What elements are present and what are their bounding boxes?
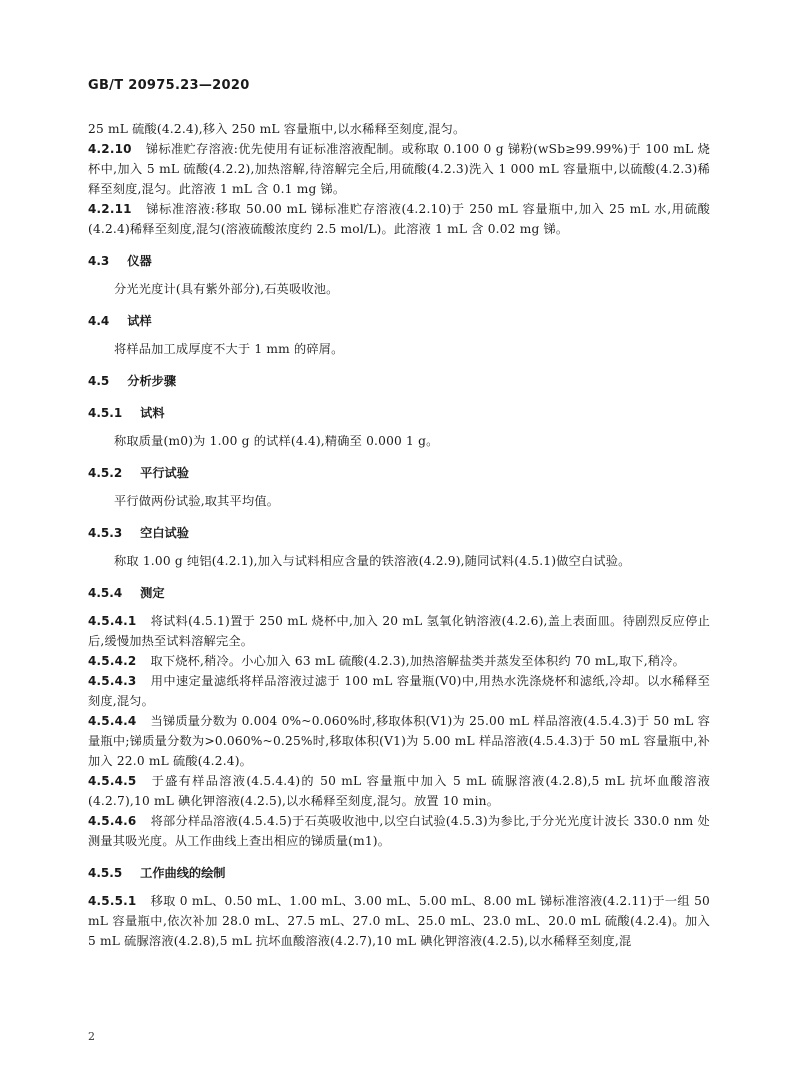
paragraph-sample: 将样品加工成厚度不大于 1 mm 的碎屑。 [114,342,344,356]
clause-4-2-10 [88,139,710,199]
heading-4-5-4: 4.5.4 测定 [88,586,165,600]
clause-4-5-4-3: 4.5.4.3 用中速定量滤纸将样品溶液过滤于 100 mL 容量瓶(V0)中,用热水洗涤烧杯和滤纸,冷却。以水稀释至刻度,混匀。 [88,674,710,708]
clause-4-5-4-2: 4.5.4.2 取下烧杯,稍冷。小心加入 63 mL 硫酸(4.2.3),加热溶解盐类并蒸发至体积约 70 mL,取下,稍冷。 [88,654,685,668]
paragraph-parallel-test: 平行做两份试验,取其平均值。 [114,494,280,508]
clause-number: 4.2.11 [88,202,132,216]
clause-4-5-4-1: 4.5.4.1 将试料(4.5.1)置于 250 mL 烧杯中,加入 20 mL 氢氧化钠溶液(4.2.6),盖上表面皿。待剧烈反应停止后,缓慢加热至试料溶解完全。 [88,614,710,648]
heading-4-5-1: 4.5.1 试料 [88,406,165,420]
clause-4-2-11 [88,199,710,239]
clause-4-5-4-5: 4.5.4.5 于盛有样品溶液(4.5.4.4)的 50 mL 容量瓶中加入 5 mL 硫脲溶液(4.2.8),5 mL 抗坏血酸溶液(4.2.7),10 mL 碘化钾溶液(4.2.5),以水稀释至刻度,混匀。放置 10 min。 [88,774,710,808]
clause-4-5-4-6: 4.5.4.6 将部分样品溶液(4.5.4.5)于石英吸收池中,以空白试验(4.5.3)为参比,于分光光度计波长 330.0 nm 处测量其吸光度。从工作曲线上查出相应的锑质量(m1)。 [88,814,710,848]
paragraph-test-portion: 称取质量(m0)为 1.00 g 的试样(4.4),精确至 0.000 1 g。 [114,434,439,448]
heading-4-4: 4.4 试样 [88,314,152,328]
clause-number: 4.2.10 [88,142,132,156]
heading-4-5-3: 4.5.3 空白试验 [88,526,189,540]
clause-4-5-5-1: 4.5.5.1 移取 0 mL、0.50 mL、1.00 mL、3.00 mL、5.00 mL、8.00 mL 锑标准溶液(4.2.11)于一组 50 mL 容量瓶中,依次补加 28.0 mL、27.5 mL、27.0 mL、25.0 mL、23.0 mL、20.0 mL 硫酸(4.2.4)。加入 5 mL 硫脲溶液(4.2.8),5 mL 抗坏血酸溶液(4.2.7),10 mL 碘化钾溶液(4.2.5),以水稀释至刻度,混 [88,894,710,948]
paragraph-blank-test: 称取 1.00 g 纯铝(4.2.1),加入与试料相应含量的铁溶液(4.2.9),随同试料(4.5.1)做空白试验。 [114,554,631,568]
heading-4-5-2: 4.5.2 平行试验 [88,466,189,480]
heading-4-5: 4.5 分析步骤 [88,374,177,388]
paragraph-continuation: 25 mL 硫酸(4.2.4),移入 250 mL 容量瓶中,以水稀释至刻度,混匀。 [88,122,466,136]
paragraph-instrument: 分光光度计(具有紫外部分),石英吸收池。 [114,282,339,296]
heading-4-5-5: 4.5.5 工作曲线的绘制 [88,866,226,880]
clause-text: 锑标准贮存溶液:优先使用有证标准溶液配制。或称取 0.100 0 g 锑粉(wSb≥99.99%)于 100 mL 烧杯中,加入 5 mL 硫酸(4.2.2),加热溶解,待溶解完全后,用硫酸(4.2.3)洗入 1 000 mL 容量瓶中,以硫酸(4.2.3)稀释至刻度,混匀。此溶液 1 mL 含 0.1 mg 锑。 [88,142,710,196]
standard-code: GB/T 20975.23—2020 [88,78,250,93]
heading-4-3: 4.3 仪器 [88,254,152,268]
document-body [88,119,710,951]
clause-text: 锑标准溶液:移取 50.00 mL 锑标准贮存溶液(4.2.10)于 250 mL 容量瓶中,加入 25 mL 水,用硫酸(4.2.4)稀释至刻度,混匀(溶液硫酸浓度约 2.5 mol/L)。此溶液 1 mL 含 0.02 mg 锑。 [88,202,710,236]
clause-4-5-4-4: 4.5.4.4 当锑质量分数为 0.004 0%~0.060%时,移取体积(V1)为 25.00 mL 样品溶液(4.5.4.3)于 50 mL 容量瓶中;锑质量分数为>0.060%~0.25%时,移取体积(V1)为 5.00 mL 样品溶液(4.5.4.3)于 50 mL 容量瓶中,补加入 22.0 mL 硫酸(4.2.4)。 [88,714,710,768]
page-number: 2 [88,1030,95,1043]
